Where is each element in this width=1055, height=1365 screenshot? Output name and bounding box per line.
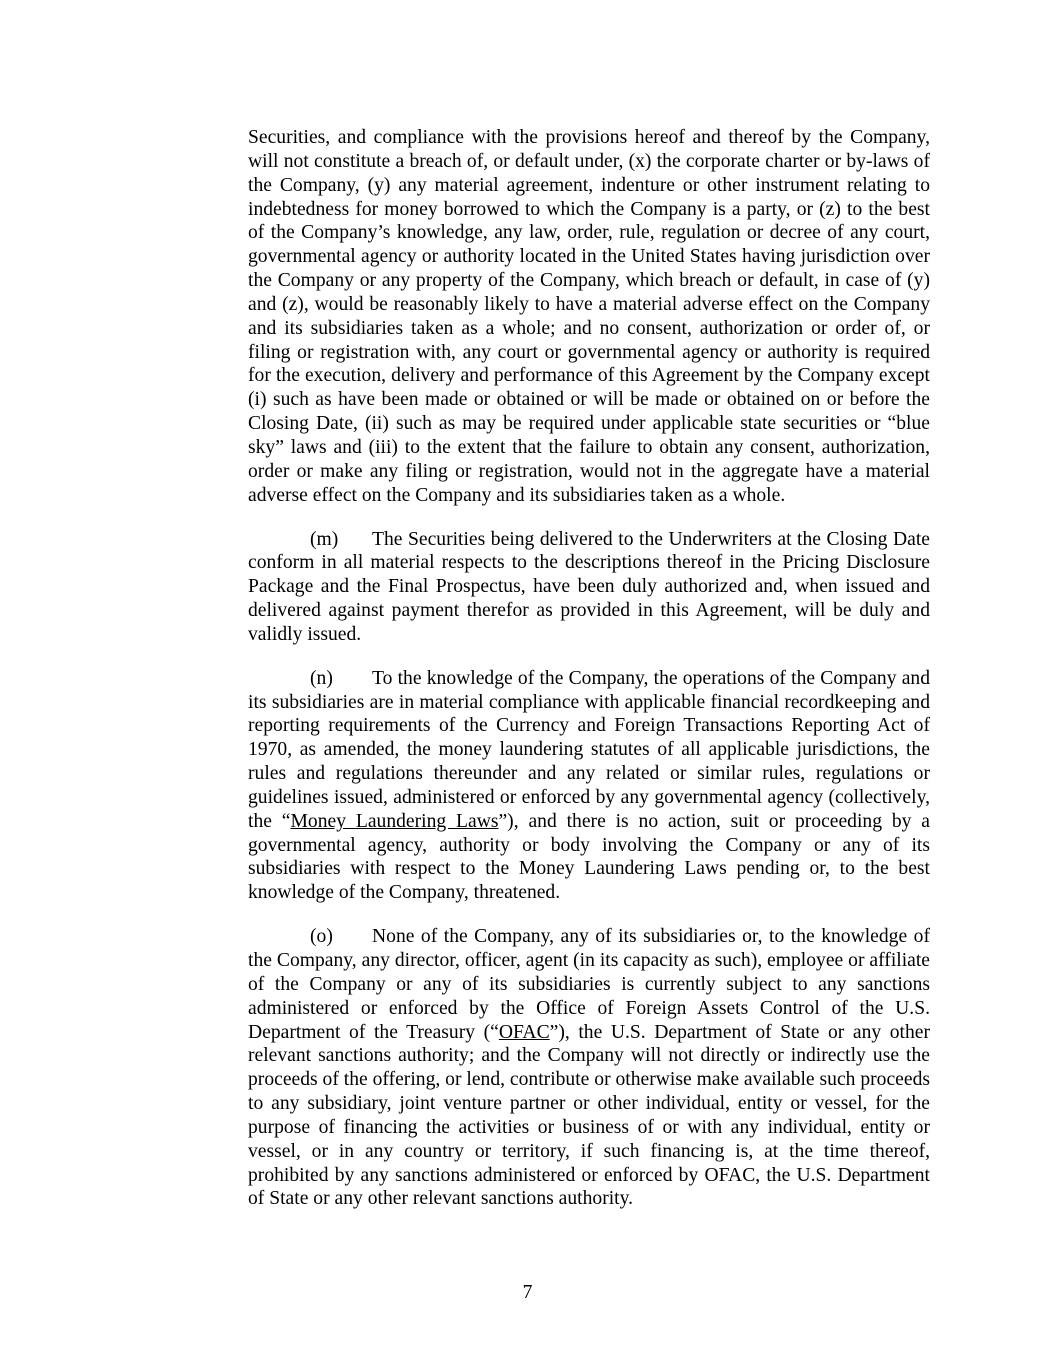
document-body xyxy=(248,126,930,1231)
paragraph-o-text-before: None of the Company, any of its subsidiaries or, to the knowledge of the Company, any director, officer, agent (in its capacity as such), employee or affiliate of the Company or any of its subsidiaries is currently subject to any sanctions administered or enforced by the Office of Foreign Assets Control of the U.S. Department of the Treasury (“ xyxy=(248,926,930,1043)
paragraph-m xyxy=(248,528,930,647)
paragraph-m-text: The Securities being delivered to the Underwriters at the Closing Date conform in all material respects to the descriptions thereof in the Pricing Disclosure Package and the Final Prospectus, have been duly authorized and, when issued and delivered against payment therefor as provided in this Agreement, will be duly and validly issued. xyxy=(248,528,930,645)
paragraph-n-text-after: ”), and there is no action, suit or proceeding by a governmental agency, authority or body involving the Company or any of its subsidiaries with respect to the Money Laundering Laws pending or, to the best knowledge of the Company, threatened. xyxy=(248,810,930,904)
paragraph-n-text-before: To the knowledge of the Company, the operations of the Company and its subsidiaries are in material compliance with applicable financial recordkeeping and reporting requirements of the Currency and Foreign Transactions Reporting Act of 1970, as amended, the money laundering statutes of all applicable jurisdictions, the rules and regulations thereunder and any related or similar rules, regulations or guidelines issued, administered or enforced by any governmental agency (collectively, the “ xyxy=(248,667,930,832)
paragraph-l-continuation: Securities, and compliance with the provisions hereof and thereof by the Company, will not constitute a breach of, or default under, (x) the corporate charter or by-laws of the Company, (y) any material agreement, indenture or other instrument relating to indebtedness for money borrowed to which the Company is a party, or (z) to the best of the Company’s knowledge, any law, order, rule, regulation or decree of any court, governmental agency or authority located in the United States having jurisdiction over the Company or any property of the Company, which breach or default, in case of (y) and (z), would be reasonably likely to have a material adverse effect on the Company and its subsidiaries taken as a whole; and no consent, authorization or order of, or filing or registration with, any court or governmental agency or authority is required for the execution, delivery and performance of this Agreement by the Company except (i) such as have been made or obtained or will be made or obtained on or before the Closing Date, (ii) such as may be required under applicable state securities or “blue sky” laws and (iii) to the extent that the failure to obtain any consent, authorization, order or make any filing or registration, would not in the aggregate have a material adverse effect on the Company and its subsidiaries taken as a whole. xyxy=(248,127,930,506)
paragraph-o xyxy=(248,925,930,1211)
paragraph-m-marker: (m) xyxy=(310,528,339,550)
paragraph-n-marker: (n) xyxy=(310,667,333,689)
defined-term-ofac: OFAC xyxy=(498,1021,550,1043)
paragraph-o-marker: (o) xyxy=(310,926,333,948)
page-number: 7 xyxy=(522,1282,533,1303)
defined-term-money-laundering-laws: Money Laundering Laws xyxy=(290,810,499,832)
paragraph-o-text-after: ”), the U.S. Department of State or any other relevant sanctions authority; and the Company will not directly or indirectly use the proceeds of the offering, or lend, contribute or otherwise make available such proceeds to any subsidiary, joint venture partner or other individual, entity or vessel, for the purpose of financing the activities or business of or with any individual, entity or vessel, or in any country or territory, if such financing is, at the time thereof, prohibited by any sanctions administered or enforced by OFAC, the U.S. Department of State or any other relevant sanctions authority. xyxy=(248,1021,930,1210)
paragraph-n xyxy=(248,667,930,905)
